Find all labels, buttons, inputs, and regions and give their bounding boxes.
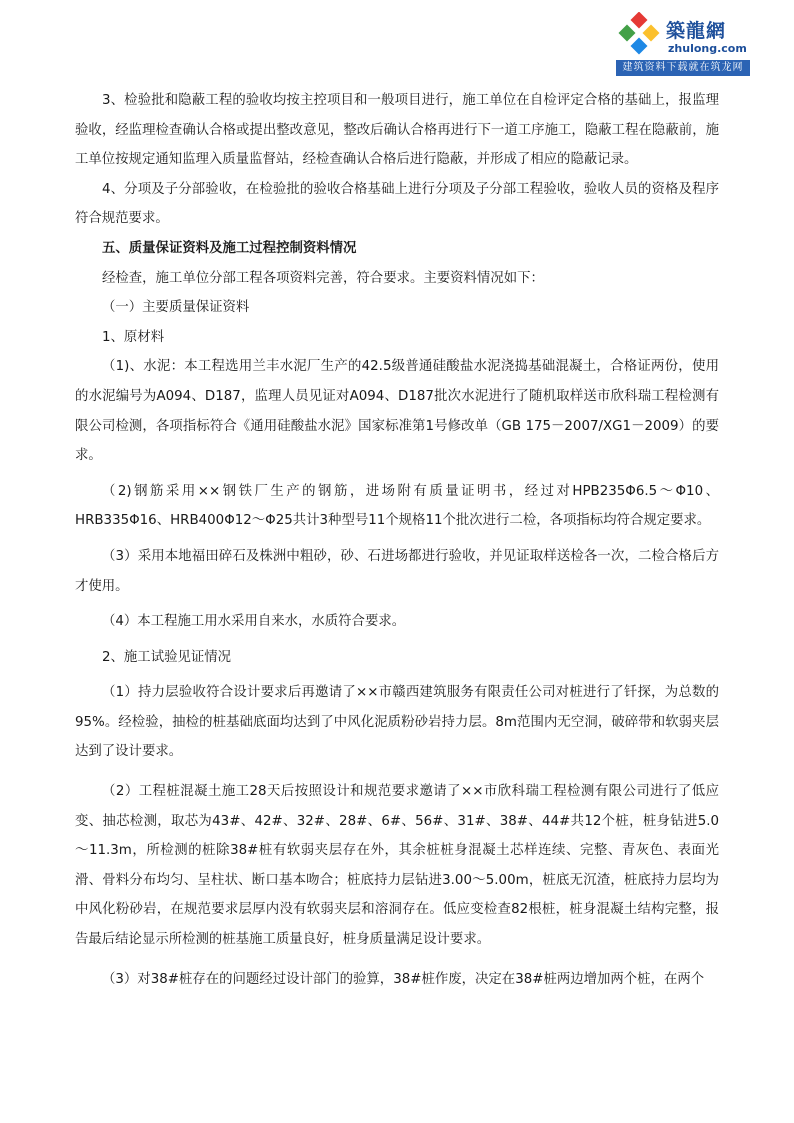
document-body [75, 86, 719, 994]
paragraph: 经检查，施工单位分部工程各项资料完善，符合要求。主要资料情况如下： [102, 270, 544, 286]
paragraph: （2）工程桩混凝土施工28天后按照设计和规范要求邀请了××市欣科瑞工程检测有限公司进行了低应变、抽芯检测，取芯为43#、42#、32#、28#、6#、56#、31#、38#、44#共12个桩，桩身钻进5.0～11.3m，所检测的桩除38#桩有软弱夹层存在外，其余桩桩身混凝土芯样连续、完整、青灰色、表面光滑、骨料分布均匀、呈柱状、断口基本吻合；桩底持力层钻进3.00～5.00m，桩底无沉渣，桩底持力层均为中风化粉砂岩，在规范要求层厚内没有软弱夹层和溶洞存在。低应变检查82根桩，桩身混凝土结构完整，报告最后结论显示所检测的桩基施工质量良好，桩身质量满足设计要求。 [75, 784, 719, 948]
paragraph: （2)钢筋采用××钢铁厂生产的钢筋，进场附有质量证明书，经过对HPB235Φ6.5～Φ10、HRB335Φ16、HRB400Φ12～Φ25共计3种型号11个规格11个批次进行二检，各项指标均符合规定要求。 [75, 483, 719, 529]
diamond-logo-icon [618, 12, 662, 56]
zhulong-logo [616, 10, 750, 76]
logo-banner: 建筑资料下载就在筑龙网 [616, 60, 750, 76]
paragraph: （3）采用本地福田碎石及株洲中粗砂，砂、石进场都进行验收，并见证取样送检各一次，二检合格后方才使用。 [75, 548, 719, 594]
paragraph: 4、分项及子分部验收，在检验批的验收合格基础上进行分项及子分部工程验收，验收人员的资格及程序符合规范要求。 [75, 181, 719, 227]
logo-domain: zhulong.com [668, 42, 747, 55]
paragraph: （3）对38#桩存在的问题经过设计部门的验算，38#桩作废，决定在38#桩两边增加两个桩，在两个 [102, 971, 705, 987]
paragraph: 3、检验批和隐蔽工程的验收均按主控项目和一般项目进行，施工单位在自检评定合格的基础上，报监理验收，经监理检查确认合格或提出整改意见，整改后确认合格再进行下一道工序施工，隐蔽工程在隐蔽前，施工单位按规定通知监理入质量监督站，经检查确认合格后进行隐蔽，并形成了相应的隐蔽记录。 [75, 93, 719, 168]
paragraph: （4）本工程施工用水采用自来水，水质符合要求。 [102, 614, 406, 630]
subsection-heading: 1、原材料 [102, 329, 165, 345]
paragraph: （1)、水泥：本工程选用兰丰水泥厂生产的42.5级普通硅酸盐水泥浇捣基础混凝土，合格证两份，使用的水泥编号为A094、D187，监理人员见证对A094、D187批次水泥进行了随机取样送市欣科瑞工程检测有限公司检测，各项指标符合《通用硅酸盐水泥》国家标准第1号修改单（GB 175－2007/XG1－2009）的要求。 [75, 359, 719, 464]
section-heading: 五、质量保证资料及施工过程控制资料情况 [102, 240, 357, 256]
subsection-heading: （一）主要质量保证资料 [102, 300, 250, 316]
paragraph: （1）持力层验收符合设计要求后再邀请了××市赣西建筑服务有限责任公司对桩进行了钎探，为总数的95%。经检验，抽检的桩基础底面均达到了中风化泥质粉砂岩持力层。8m范围内无空洞，破碎带和软弱夹层达到了设计要求。 [75, 685, 719, 760]
subsection-heading: 2、施工试验见证情况 [102, 649, 232, 665]
logo-name: 築龍網 [666, 20, 727, 42]
